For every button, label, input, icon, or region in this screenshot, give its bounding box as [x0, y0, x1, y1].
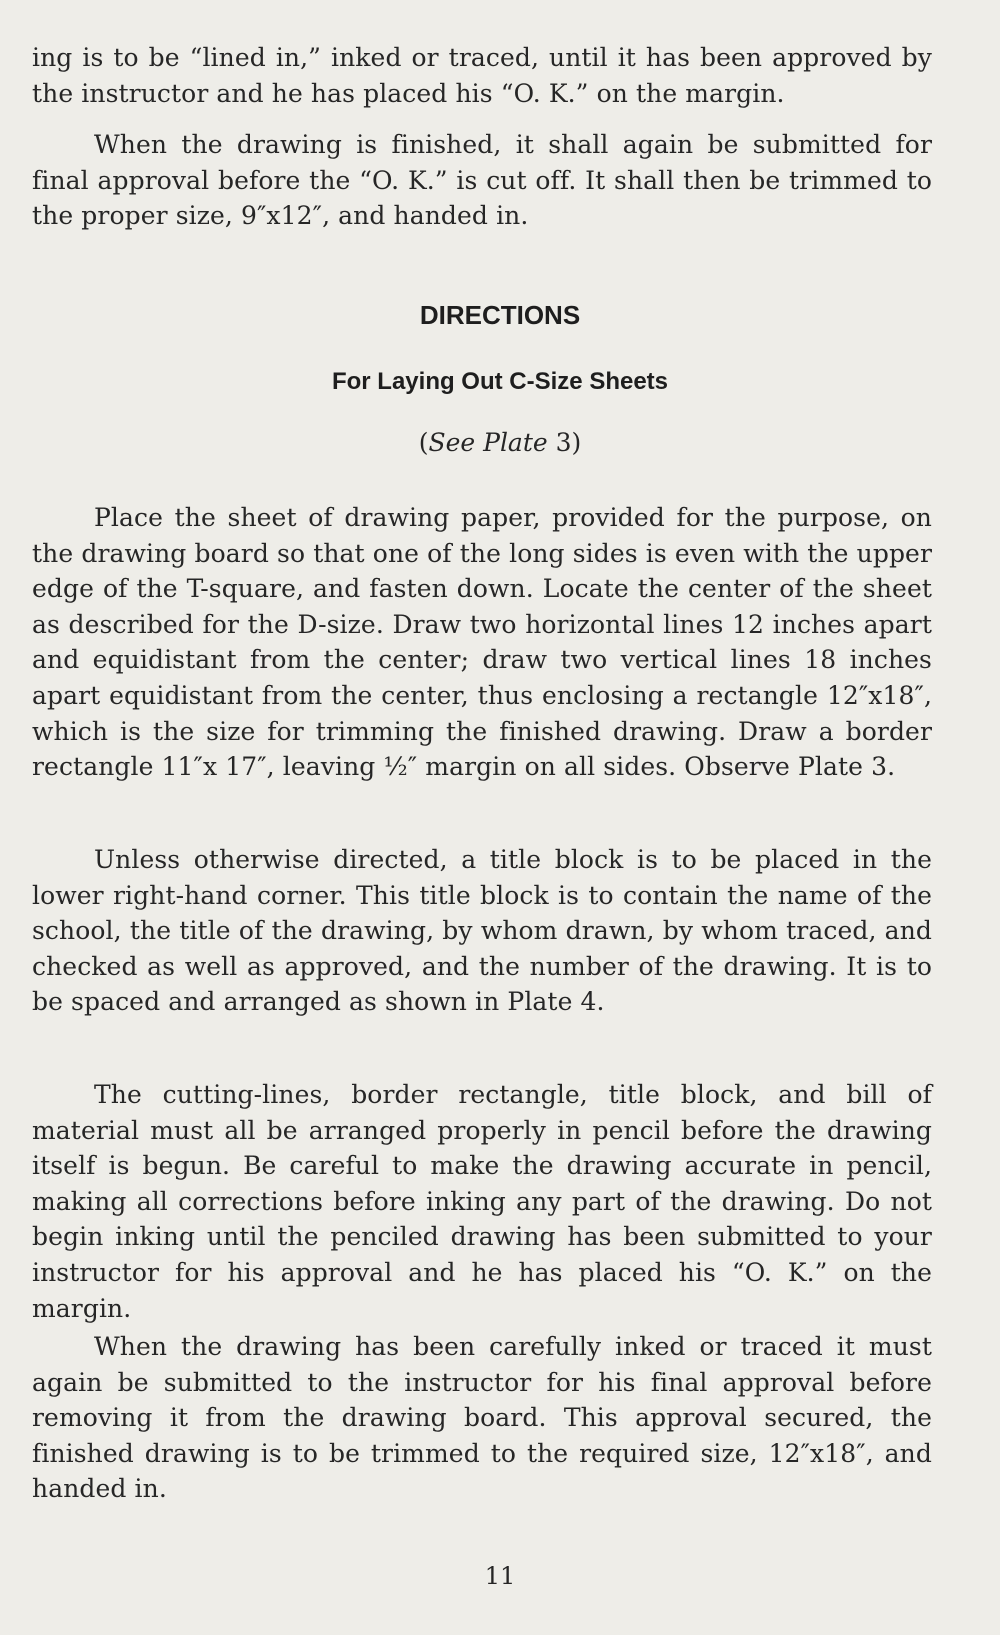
section-subtitle: For Laying Out C-Size Sheets: [331, 368, 669, 395]
layout-paragraph: Place the sheet of drawing paper, provided for the purpose, on the drawing board so that one of the long sides is even with the upper edge of the T-square, and fasten down. Locate the center of the sheet as described for the D-size. Draw two horizontal lines 12 inches apart and equidistant from the center; draw two vertical lines 18 inches apart equidistant from the center, thus enclosing a rectangle 12″x18″, which is the size for trimming the finished drawing. Draw a border rectangle 11″x 17″, leaving ½″ margin on all sides. Observe Plate 3.: [32, 503, 932, 782]
finishing-paragraph: When the drawing is finished, it shall again be submitted for final approval before the “O. K.” is cut off. It shall then be trimmed to the proper size, 9″x12″, and handed in.: [32, 130, 932, 231]
title-block-paragraph: Unless otherwise directed, a title block is to be placed in the lower right-hand corner. This title block is to contain the name of the school, the title of the drawing, by whom drawn, by whom traced, and checked as well as approved, and the number of the drawing. It is to be spaced and arranged as shown in Plate 4.: [32, 845, 932, 1017]
plate-reference-open: (: [418, 428, 429, 457]
plate-reference: [0, 428, 1000, 457]
section-title: DIRECTIONS: [419, 300, 581, 330]
inking-paragraph: When the drawing has been carefully inked or traced it must again be submitted to the instructor for his final approval before removing it from the drawing board. This approval secured, the finished drawing is to be trimmed to the required size, 12″x18″, and handed in.: [32, 1332, 932, 1504]
pencil-paragraph: The cutting-lines, border rectangle, title block, and bill of material must all be arranged properly in pencil before the drawing itself is begun. Be careful to make the drawing accurate in pencil, making all corrections before inking any part of the drawing. Do not begin inking until the penciled drawing has been submitted to your instructor for his approval and he has placed his “O. K.” on the margin.: [32, 1080, 932, 1323]
continued-paragraph: ing is to be “lined in,” inked or traced, until it has been approved by the instructor and he has placed his “O. K.” on the margin.: [32, 43, 932, 108]
plate-reference-italic: See Plate: [428, 428, 548, 457]
plate-reference-close: 3): [547, 428, 582, 457]
page-number: 11: [484, 1562, 516, 1590]
